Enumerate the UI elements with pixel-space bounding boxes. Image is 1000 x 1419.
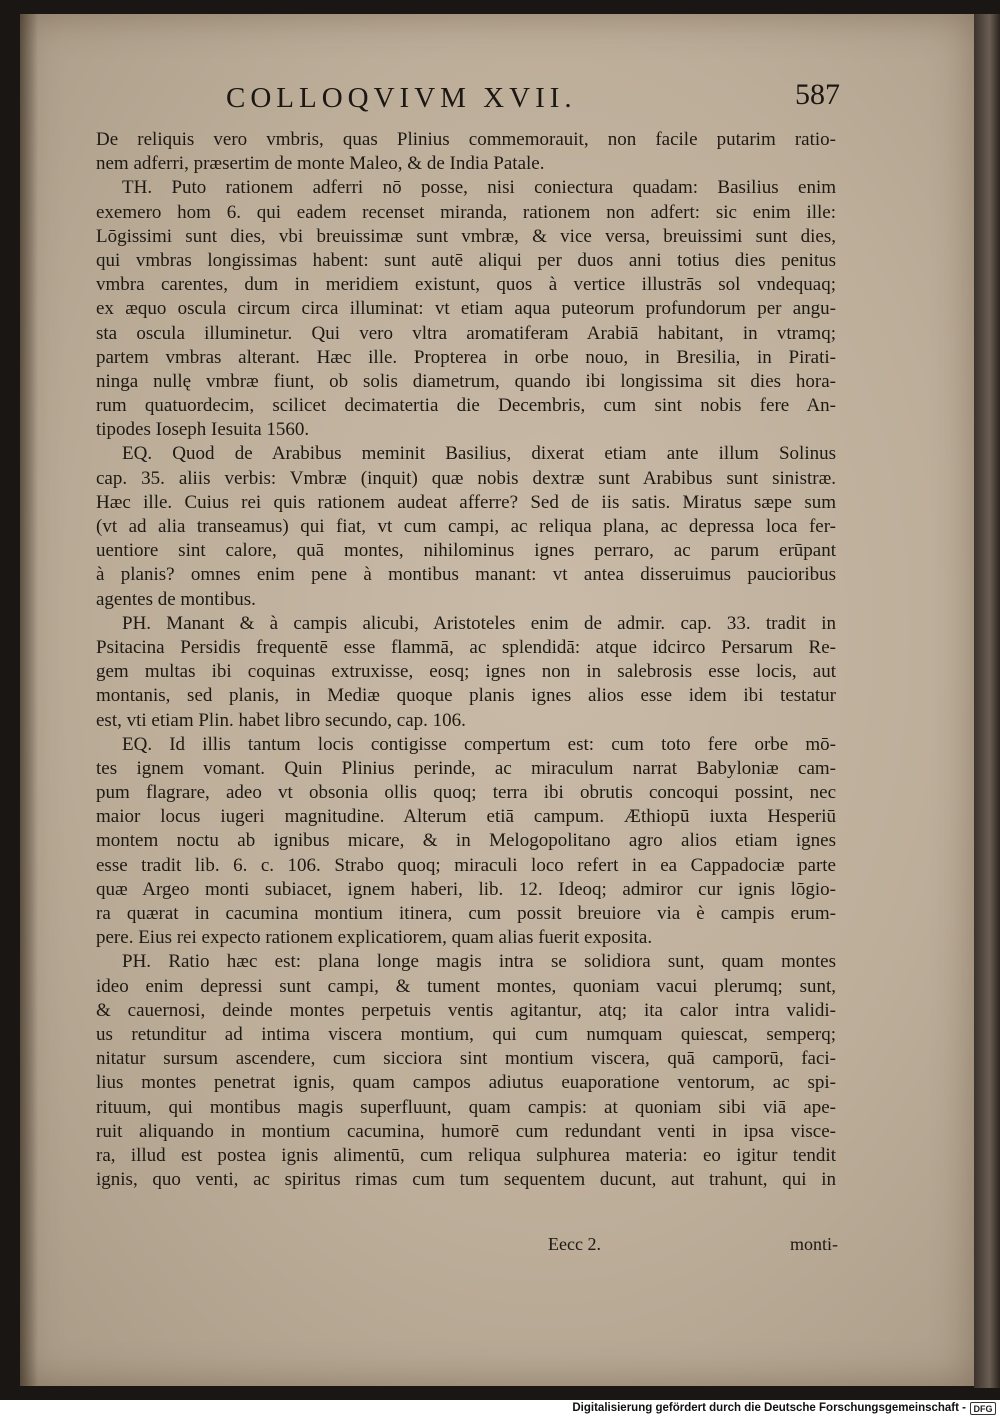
text-line: nem adferri, præsertim de monte Maleo, & de India Patale.: [96, 153, 545, 175]
running-head: COLLOQVIVM XVII.: [226, 82, 577, 114]
text-line: tes ignem vomant. Quin Plinius perinde, ac miraculum narrat Babyloniæ cam-: [96, 757, 836, 779]
text-line: rituum, qui montibus magis superfluunt, quam campis: at quoniam sibi viā ape-: [96, 1096, 836, 1118]
text-line: partem vmbras alterant. Hæc ille. Propterea in orbe nouo, in Bresilia, in Pirati-: [96, 346, 836, 368]
text-line: PH. Manant & à campis alicubi, Aristoteles enim de admir. cap. 33. tradit in: [122, 612, 836, 634]
body-text: [96, 128, 836, 1192]
text-line: (vt ad alia transeamus) qui fiat, vt cum campi, ac reliqua plana, ac depressa loca fer-: [96, 516, 836, 537]
text-line: TH. Puto rationem adferri nō posse, nisi coniectura quadam: Basilius enim: [122, 177, 836, 199]
text-line: agentes de montibus.: [96, 588, 256, 610]
funding-credit: Digitalisierung gefördert durch die Deutsche Forschungsgemeinschaft -: [572, 1402, 966, 1414]
text-line: cap. 35. aliis verbis: Vmbræ (inquit) quæ nobis dextræ sunt Arabibus sunt sinistræ.: [96, 467, 836, 489]
text-line: EQ. Id illis tantum locis contigisse compertum est: cum toto fere orbe mō-: [122, 733, 836, 755]
text-line: est, vti etiam Plin. habet libro secundo, cap. 106.: [96, 709, 466, 731]
text-line: ninga nullę vmbræ fiunt, ob solis diametrum, quando ibi longissima sit dies hora-: [96, 370, 836, 392]
text-line: Hæc ille. Cuius rei quis rationem audeat afferre? Sed de iis satis. Miratus sæpe sum: [96, 491, 836, 513]
text-line: pum flagrare, adeo vt obsonia ollis quoq; terra ibi obrutis concoqui possint, nec: [96, 782, 836, 804]
text-line: tipodes Ioseph Iesuita 1560.: [96, 419, 310, 441]
text-line: maior locus iugeri magnitudine. Alterum etiā campum. Æthiopū iuxta Hesperiū: [96, 806, 836, 828]
text-line: ignis, quo venti, ac spiritus rimas cum tum sequentem ducunt, aut trahunt, qui in: [96, 1169, 836, 1191]
text-line: EQ. Quod de Arabibus meminit Basilius, dixerat etiam ante illum Solinus: [122, 443, 836, 465]
text-line: Lōgissimi sunt dies, vbi breuissimæ sunt vmbræ, & vice versa, breuissimi sunt dies,: [96, 225, 836, 247]
text-line: quæ Argeo monti subiacet, ignem haberi, lib. 12. Ideoq; admiror cur ignis lōgio-: [96, 878, 836, 900]
text-line: nitatur sursum ascendere, cum sicciora sint montium viscera, quā camporū, faci-: [96, 1048, 836, 1070]
text-line: ra, illud est postea ignis alimentū, cum reliqua sulphurea materia: eo igitur tendit: [96, 1144, 836, 1166]
text-line: ideo enim depressi sunt campi, & tument montes, quoniam vacui plerumq; sunt,: [96, 975, 836, 997]
text-line: & cauernosi, deinde montes perpetuis ventis agitantur, atq; ita calor intra validi-: [96, 999, 836, 1021]
book-fore-edge: [974, 14, 1000, 1388]
page-gutter-shadow: [20, 14, 38, 1386]
dfg-logo-icon: DFG: [970, 1402, 996, 1415]
text-line: uentiore sint calore, quā montes, nihilominus ignes perraro, ac parum erūpant: [96, 540, 836, 562]
page-number: 587: [795, 78, 840, 111]
text-line: ex æquo oscula circum circa illuminat: vt etiam aqua puteorum profundorum per angu-: [96, 298, 836, 320]
text-line: vmbra carentes, dum in meridiem existunt, quos à vertice illustrās sol vndequaq;: [96, 274, 836, 296]
text-line: montem noctu ab ignibus micare, & in Melogopolitano agro alios etiam ignes: [96, 830, 836, 852]
text-line: gem multas ibi coquinas extruxisse, eosq; ignes non in salebrosis esse locis, aut: [96, 661, 836, 683]
text-line: qui vmbras longissimas habent: sunt autē aliqui per duos anni totius dies penitus: [96, 249, 836, 271]
text-line: exemero hom 6. qui eadem recenset miranda, rationem non adfert: sic enim ille:: [96, 201, 836, 223]
text-line: rum quatuordecim, scilicet decimatertia die Decembris, cum sint nobis fere An-: [96, 395, 836, 417]
text-line: lius montes penetrat ignis, quam campos adiutus euaporatione ventorum, ac spi-: [96, 1072, 836, 1094]
text-line: à planis? omnes enim pene à montibus manant: vt antea disseruimus paucioribus: [96, 564, 836, 586]
text-line: ra quærat in cacumina montium itinera, cum possit breuiore via è campis erum-: [96, 903, 836, 924]
text-line: esse tradit lib. 6. c. 106. Strabo quoq; miraculi loco refert in ea Cappadociæ parte: [96, 854, 836, 876]
text-line: us retunditur ad intima viscera montium, qui cum numquam quiescat, semperq;: [96, 1023, 836, 1045]
page-header: [200, 78, 840, 126]
text-line: ruit aliquando in montium cacumina, humorē cum redundant venti in ipsa visce-: [96, 1120, 836, 1142]
text-line: montanis, sed planis, in Mediæ quoque planis ignes alios esse idem ibi testatur: [96, 685, 836, 707]
catchword: monti-: [790, 1234, 838, 1254]
text-line: PH. Ratio hæc est: plana longe magis intra se solidiora sunt, quam montes: [122, 951, 836, 973]
text-line: pere. Eius rei expecto rationem explicatiorem, quam alias fuerit exposita.: [96, 927, 653, 949]
signature-mark: Eecc 2.: [548, 1234, 601, 1254]
text-line: sta oscula illuminetur. Qui vero vltra aromatiferam Arabiā habitant, in vtramq;: [96, 322, 836, 344]
catchline: [548, 1234, 838, 1260]
text-line: Psitacina Persidis frequentē esse flammā, ac splendidā: atque idcirco Persarum Re-: [96, 636, 836, 658]
text-line: De reliquis vero vmbris, quas Plinius commemorauit, non facile putarim ratio-: [96, 129, 836, 150]
